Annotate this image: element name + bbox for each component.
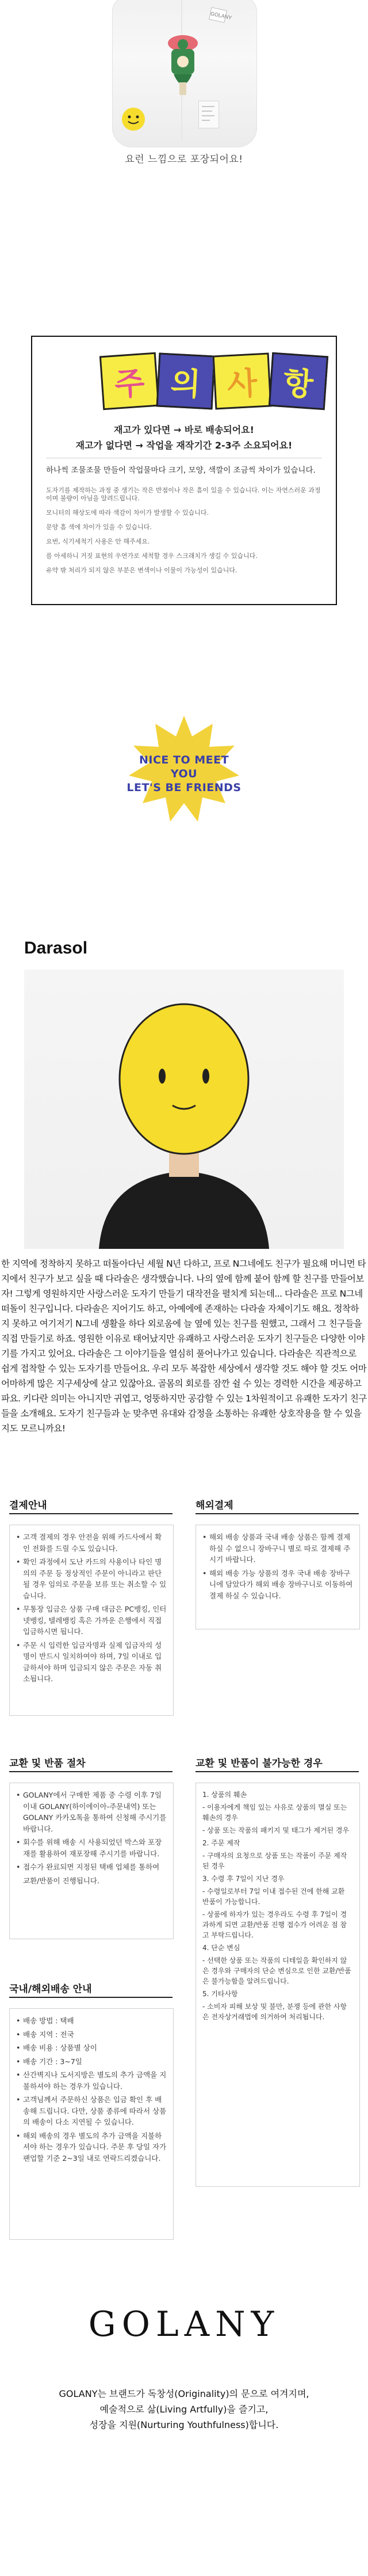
- list-item: • 고객님께서 주문하신 상품은 입금 확인 후 배송해 드립니다. 다만, 상품 종류에 따라서 상품의 배송이 다소 지연될 수 있습니다.: [16, 2094, 167, 2128]
- list-item-text: - 구매자의 요청으로 상품 또는 작품이 주문 제작된 경우: [202, 1852, 347, 1870]
- list-item: [202, 2001, 353, 2022]
- list-item-text: 주문 시 입력한 입금자명과 실제 입금자의 성명이 반드시 일치하여야 하며, 7일 이내로 입금하셔야 하며 입금되지 않은 주문은 자동 취소됩니다.: [23, 1640, 162, 1683]
- shipping-section-title: 국내/해외배송 안내: [9, 1984, 92, 1995]
- list-item: [202, 1825, 353, 1836]
- brand-logo: GOLANY: [88, 2304, 280, 2345]
- list-item: • 배송 비용 : 상품별 상이: [16, 2042, 167, 2054]
- list-item: [202, 1955, 353, 1986]
- list-item-text: - 소비자 피해 보상 및 불만, 분쟁 등에 관한 사항은 전자상거래법에 의거하여 처리됩니다.: [202, 2003, 347, 2021]
- list-item-text: - 선택한 상품 또는 작품의 디테일을 확인하지 않은 경우와 구매자의 단순 변심으로 인한 교환/반품은 불가능함을 알려드립니다.: [202, 1956, 351, 1985]
- list-item: [202, 1989, 353, 1999]
- list-item: • 배송 기간 : 3~7일: [16, 2056, 167, 2068]
- notice-headline-2: 재고가 없다면 → 작업을 재작기간 2-3주 소요되어요!: [75, 440, 293, 451]
- product-photo-section: [0, 0, 368, 227]
- notice-item: 유약 밖 처리가 되지 않은 부분은 변색이나 이물이 가능성이 있습니다.: [46, 567, 237, 574]
- list-item-text: 해외 배송 상품과 국내 배송 상품은 함께 결제하실 수 없으니 장바구니 별로 따로 결제해 주시기 바랍니다.: [209, 1533, 351, 1564]
- list-item-text: - 이용자에게 책임 있는 사유로 상품의 멸실 또는 훼손의 경우: [202, 1803, 347, 1822]
- title-tile-4-box: [269, 352, 328, 411]
- return-list: [16, 1789, 167, 1889]
- list-item: • 해외 배송의 경우 별도의 추가 금액을 지불하셔야 하는 경우가 있습니다. 주문 후 당일 자가 팬업할 기준 2~3일 내로 연락드리겠습니다.: [16, 2130, 167, 2164]
- smiley-sticker-icon: [121, 107, 146, 132]
- list-item-text: 해외 배송의 경우 별도의 추가 금액을 지불하셔야 하는 경우가 있습니다. 주문 후 당일 자가 팬업할 기준 2~3일 내로 연락드리겠습니다.: [23, 2131, 167, 2163]
- overseas-section-title: 해외결제: [195, 1500, 233, 1511]
- list-item-text: 고객 결제의 경우 안전을 위해 카드사에서 확인 전화를 드릴 수도 있습니다.: [23, 1533, 162, 1553]
- notice-headline: [32, 422, 336, 453]
- notice-headline-1: 재고가 있다면 → 바로 배송되어요!: [114, 424, 254, 435]
- title-tile-3: [213, 352, 272, 409]
- yellow-face-figure: [24, 970, 344, 1249]
- list-item-text: 배송 기간 : 3~7일: [23, 2057, 82, 2066]
- artist-bio: 한 지역에 정착하지 못하고 떠돌아다닌 세월 N년 다하고, 프로 N그네에도 친구가 필요해 머니먼 타지에서 친구가 보고 싶을 때 다라솔은 생각했습니다. 나의 옆에 함께 붙어 함께 할 친구를 만들어보자! 그렇게 영원하지만 사랑스러운 도자기 만들기 대작전을 펼치게 되는데... 다라솔은 프로 N그네 떠돌이 친구입니다. 다라솔은 지어기도 하고, 아예에에 존재하는 다라솔 자체이기도 해요. 정착하지 못하고 여기저기 N그네 생활을 하다 외로움에 늘 옆에 있는 친구를 원했고, 그래서 그 친구들을 직접 만들기로 하죠. 영원한 이유로 태어났지만 유쾌하고 사랑스러운 도자기 친구들은 다양한 이야기를 가지고 있어요. 다라솔은 그 이야기들을 열심히 풀어나가고 있습니다. 다라솔은 직관적으로 쉽게 접착할 수 있는 도자기를 만들어요. 우리 모두 복잡한 세상에서 생각할 것도 해야 할 것도 어마어마하게 많은 지구세상에 살고 있잖아요. 골몸의 회로를 잠깐 쉴 수 있는 경력한 시간을 제공하고파요. 키다란 의미는 아니지만 귀엽고, 엉뚱하지만 공감할 수 있는 1차원적이고 유쾌한 도자기 친구들을 소개해요. 도자기 친구들과 눈 맞추면 유대와 감정을 소통하는 유쾌한 상호작용을 할 수 있을지도 모르니까요!: [1, 1259, 367, 1434]
- list-item-text: - 상품에 하자가 있는 경우라도 수령 후 7일이 경과하게 되면 교환/반품 진행 접수가 어려운 점 참고 부탁드립니다.: [202, 1910, 347, 1939]
- brand-statement-line: GOLANY는 브랜드가 독창성(Originality)의 문으로 여겨지며,: [59, 2388, 309, 2399]
- list-item-text: 3. 수령 후 7일이 지난 경우: [202, 1875, 285, 1883]
- list-item-text: 확인 과정에서 도난 카드의 사용이나 타인 명의의 주문 등 정상적인 주문이 아니라고 판단될 경우 임의로 주문을 보류 또는 취소할 수 있습니다.: [23, 1557, 167, 1600]
- section-rule: [9, 1771, 172, 1772]
- notice-item: 문양 흠 색에 차이가 있을 수 있습니다.: [46, 523, 152, 531]
- list-item-text: GOLANY에서 구매한 제품 중 수령 이후 7일 이내 GOLANY(하이에이아-주문내역) 또는 GOLANY 카카오톡을 통하여 신청해 주시기를 바랍니다.: [23, 1791, 167, 1833]
- list-item: • GOLANY에서 구매한 제품 중 수령 이후 7일 이내 GOLANY(하이에이아-주문내역) 또는 GOLANY 카카오톡을 통하여 신청해 주시기를 바랍니다.: [16, 1789, 167, 1834]
- no-return-section-title: 교환 및 반품이 불가능한 경우: [195, 1758, 323, 1769]
- artist-name: Darasol: [24, 939, 88, 958]
- list-item-text: 4. 단순 변심: [202, 1944, 240, 1952]
- list-item: [202, 1943, 353, 1953]
- section-rule: [9, 1997, 172, 1998]
- notice-item: 를 아세하니 거짓 표현의 우연가로 세척할 경우 스크래치가 생길 수 있습니다.: [46, 552, 258, 560]
- list-item-text: - 수령일로부터 7일 이내 접수된 건에 한해 교환 반품이 가능합니다.: [202, 1887, 345, 1906]
- list-item: • 배송 방법 : 택배: [16, 2015, 167, 2027]
- title-char: 의: [170, 364, 202, 402]
- list-item: • 접수가 완료되면 지정된 택배 업체를 통하여: [16, 1861, 167, 1873]
- brand-statement-line: 성장을 지원(Nurturing Youthfulness)합니다.: [89, 2419, 279, 2430]
- brand-statement-line: 예술적으로 삶(Living Artfully)을 즐기고,: [99, 2404, 269, 2415]
- shipping-list: [16, 2015, 167, 2166]
- list-item: • 주문 시 입력한 입금자명과 실제 입금자의 성명이 반드시 일치하여야 하며, 7일 이내로 입금하셔야 하며 입금되지 않은 주문은 자동 취소됩니다.: [16, 1640, 167, 1685]
- title-tile-2: [156, 352, 216, 409]
- list-item: [202, 1851, 353, 1871]
- section-rule: [9, 1513, 172, 1514]
- list-item-text: - 상품 또는 작품의 패키지 및 태그가 제거된 경우: [202, 1826, 350, 1834]
- list-item: [202, 1802, 353, 1823]
- overseas-list: [202, 1532, 353, 1604]
- notice-box: [31, 336, 337, 605]
- section-rule: [195, 1771, 359, 1772]
- hero-caption: 요런 느낌으로 포장되어요!: [125, 154, 243, 165]
- list-item: [16, 1875, 167, 1887]
- notice-title: [101, 354, 268, 409]
- list-item: • 해외 배송 상품과 국내 배송 상품은 함께 결제하실 수 없으니 장바구니 별로 따로 결제해 주시기 바랍니다.: [202, 1532, 353, 1566]
- list-item: • 회수를 위해 배송 시 사용되었던 박스와 포장재를 활용하여 재포장해 주시기를 바랍니다.: [16, 1837, 167, 1859]
- title-char: 항: [282, 364, 315, 403]
- title-char: 사: [226, 364, 258, 402]
- list-item-text: 1. 상품의 훼손: [202, 1791, 247, 1799]
- list-item: • 산간벽지나 도서지방은 별도의 추가 금액을 지불하셔야 하는 경우가 있습니다.: [16, 2069, 167, 2092]
- badge-line-1: NICE TO MEET YOU: [139, 754, 229, 780]
- notice-paragraph: 하나씩 조물조물 만들어 작업물마다 크기, 모양, 색깔이 조금씩 차이가 있습니다.: [46, 466, 316, 475]
- brand-tag: GOLANY: [209, 7, 227, 22]
- title-char: 주: [113, 364, 146, 403]
- list-item-text: 배송 방법 : 택배: [23, 2016, 74, 2025]
- list-item: • 배송 지역 : 전국: [16, 2029, 167, 2041]
- badge-text: [126, 753, 241, 795]
- notice-item: 도자기를 제작하는 과정 중 생기는 작은 반점이나 작은 흠이 있을 수 있습니다. 이는 자연스러운 과정이며 불량이 아님을 알려드립니다.: [46, 487, 321, 502]
- list-item-text: 2. 주문 제작: [202, 1839, 240, 1847]
- list-item-text: 배송 비용 : 상품별 상이: [23, 2043, 97, 2052]
- section-rule: [195, 1513, 359, 1514]
- list-item: • 확인 과정에서 도난 카드의 사용이나 타인 명의의 주문 등 정상적인 주문이 아니라고 판단될 경우 임의로 주문을 보류 또는 취소할 수 있습니다.: [16, 1556, 167, 1601]
- list-item: • 무통장 입금은 상품 구매 대금은 PC뱅킹, 인터넷뱅킹, 텔레뱅킹 혹은 가까운 은행에서 직접 입금하시면 됩니다.: [16, 1604, 167, 1637]
- list-item-text: 회수를 위해 배송 시 사용되었던 박스와 포장재를 활용하여 재포장해 주시기를 바랍니다.: [23, 1838, 162, 1858]
- notice-list: [46, 487, 322, 581]
- list-item-text: 해외 배송 가능 상품의 경우 국내 배송 장바구니에 담았다가 해외 배송 장바구니로 이동하여 결제 하실 수 있습니다.: [209, 1568, 353, 1600]
- list-item-text: 무통장 입금은 상품 구매 대금은 PC뱅킹, 인터넷뱅킹, 텔레뱅킹 혹은 가까운 은행에서 직접 입금하시면 됩니다.: [23, 1605, 167, 1636]
- list-item-text: 교환/반품이 진행됩니다.: [23, 1876, 99, 1885]
- list-item: [202, 1838, 353, 1848]
- list-item: • 해외 배송 가능 상품의 경우 국내 배송 장바구니에 담았다가 해외 배송 장바구니로 이동하여 결제 하실 수 있습니다.: [202, 1568, 353, 1602]
- list-item: [202, 1789, 353, 1800]
- notice-item: 요번, 식기세척기 사용은 안 해주세요.: [46, 538, 150, 545]
- product-label: [198, 101, 219, 128]
- notice-item: 모니터의 해상도에 따라 색감이 차이가 발생할 수 있습니다.: [46, 509, 209, 516]
- badge-line-2: LET'S BE FRIENDS: [126, 781, 241, 794]
- list-item-text: 산간벽지나 도서지방은 별도의 추가 금액을 지불하셔야 하는 경우가 있습니다.: [23, 2070, 167, 2091]
- no-return-list: [202, 1789, 353, 2027]
- title-tile-1: [99, 352, 159, 411]
- list-item-text: 접수가 완료되면 지정된 택배 업체를 통하여: [23, 1863, 160, 1871]
- list-item-text: 배송 지역 : 전국: [23, 2030, 74, 2039]
- list-item-text: 5. 기타사항: [202, 1990, 238, 1998]
- payment-list: [16, 1532, 167, 1687]
- list-item: • 고객 결제의 경우 안전을 위해 카드사에서 확인 전화를 드릴 수도 있습니다.: [16, 1532, 167, 1554]
- ceramic-figure: [154, 32, 212, 101]
- list-item: [202, 1909, 353, 1940]
- payment-section-title: 결제안내: [9, 1500, 47, 1511]
- list-item: [202, 1874, 353, 1884]
- list-item: [202, 1886, 353, 1907]
- return-section-title: 교환 및 반품 절차: [9, 1758, 86, 1769]
- list-item-text: 고객님께서 주문하신 상품은 입금 확인 후 배송해 드립니다. 다만, 상품 종류에 따라서 상품의 배송이 다소 지연될 수 있습니다.: [23, 2095, 167, 2126]
- brand-statement: [0, 2386, 368, 2433]
- artist-photo: [24, 970, 344, 1249]
